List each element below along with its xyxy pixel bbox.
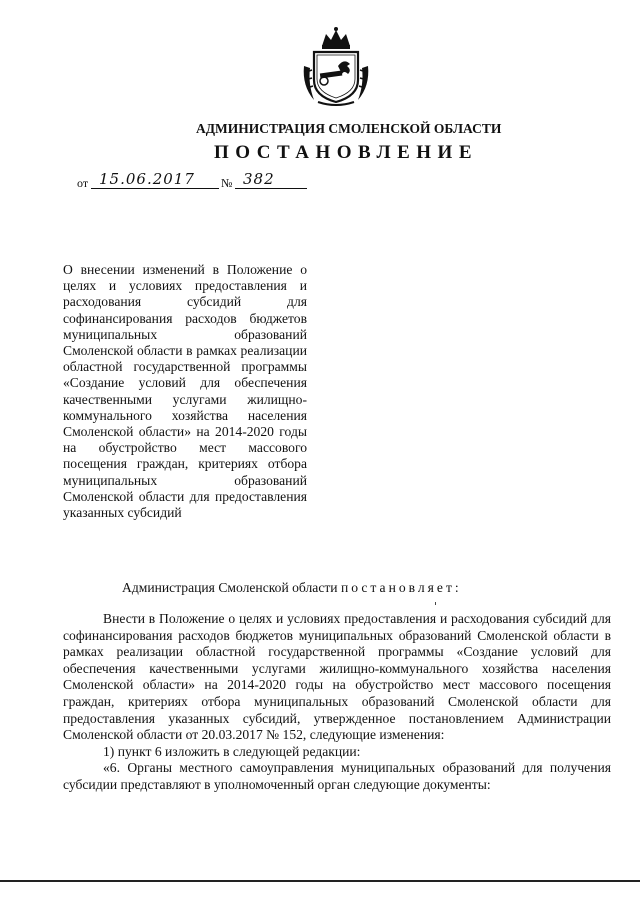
number-label: № — [221, 176, 233, 190]
number-handwritten: 382 — [243, 170, 275, 188]
date-handwritten: 15.06.2017 — [99, 170, 195, 188]
date-underline — [91, 188, 219, 189]
quoted-clause: «6. Органы местного самоуправления муниципальных образований для получения субсидии представляют в уполномоченный орган следующие документы: — [63, 760, 611, 792]
bottom-border-line — [0, 880, 640, 882]
amendment-item: 1) пункт 6 изложить в следующей редакции: — [103, 743, 361, 759]
document-type-title: ПОСТАНОВЛЕНИЕ — [213, 142, 479, 163]
body-paragraph: Внести в Положение о целях и условиях предоставления и расходования субсидий для софинансирования расходов бюджетов муниципальных образований Смоленской области в рамках реализации областной государственной программы «Создание условий для обеспечения качественными услугами жилищно-коммунального хозяйства населения Смоленской области» на 2014-2020 годы на обустройство мест массового посещения граждан, критериях отбора муниципальных образований Смоленской области для предоставления указанных субсидий, утвержденное постановлением Администрации Смоленской области от 20.03.2017 № 152, следующие изменения: — [63, 611, 611, 743]
date-from-label: от — [77, 176, 89, 190]
number-underline — [235, 188, 307, 189]
date-number-line — [77, 172, 317, 192]
decree-subject: Администрация Смоленской области — [122, 580, 338, 595]
organization-name: АДМИНИСТРАЦИЯ СМОЛЕНСКОЙ ОБЛАСТИ — [196, 121, 502, 136]
subject-title: О внесении изменений в Положение о целях и условиях предоставления и расходования субсидий для софинансирования расходов бюджетов муниципальных образований Смоленской области в рамках реализации областной государственной программы «Создание условий для обеспечения качественными услугами жилищно-коммунального хозяйства населения Смоленской области» на 2014-2020 годы на обустройство мест массового посещения граждан, критериях отбора муниципальных образований Смоленской области для предоставления указанных субсидий — [63, 262, 307, 521]
coat-of-arms-icon — [300, 26, 372, 106]
decree-line — [122, 580, 462, 596]
scan-mark — [435, 602, 436, 605]
document-body — [63, 611, 611, 794]
decree-verb: постановляет: — [340, 580, 462, 595]
